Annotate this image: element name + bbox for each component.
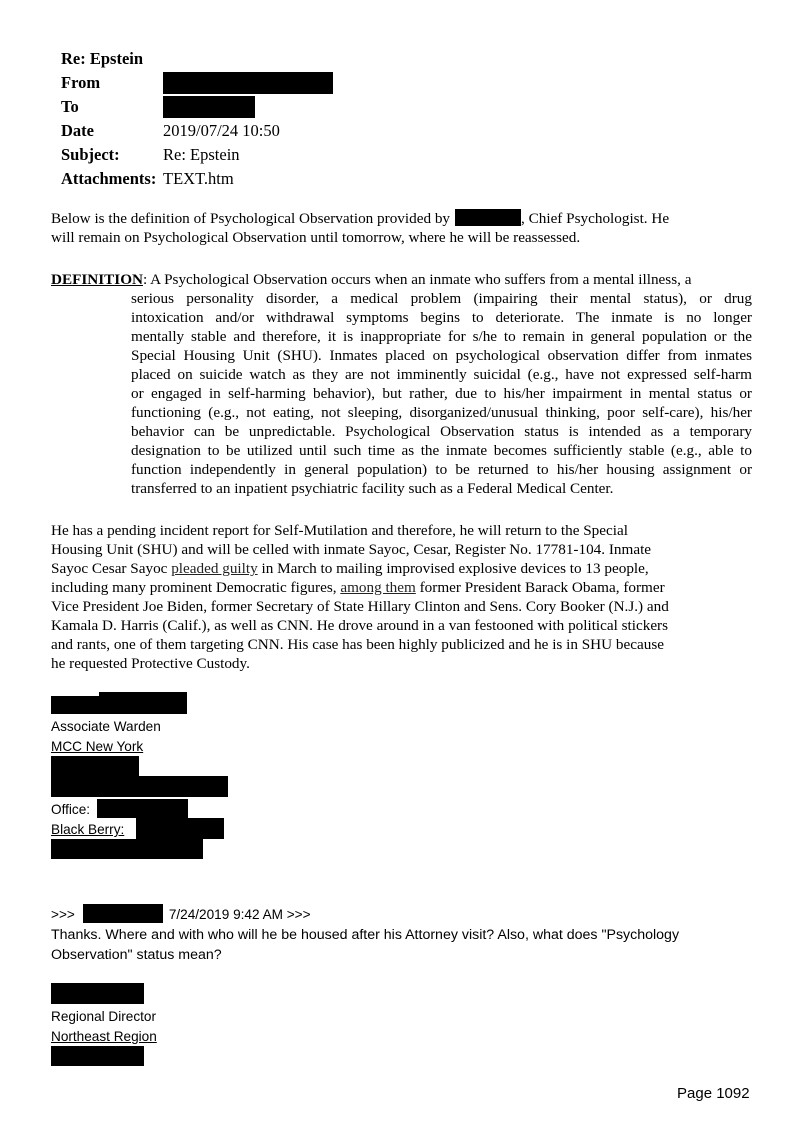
sig2-region: Northeast Region xyxy=(51,1029,157,1044)
quoted-line-2: Observation" status mean? xyxy=(51,947,222,963)
definition-first-line xyxy=(51,270,753,289)
re-title: Re: Epstein xyxy=(61,49,144,68)
definition-line: intoxication and/or withdrawal symptoms begins to deteriorate. The inmate is no longer xyxy=(131,309,752,326)
redaction-sig1-name-notch xyxy=(51,692,99,696)
definition-term: DEFINITION xyxy=(51,271,143,288)
intro-line-2: will remain on Psychological Observation until tomorrow, where he will be reassessed. xyxy=(51,229,581,246)
redaction-from xyxy=(163,72,333,94)
p2-line-5: Vice President Joe Biden, former Secretary of State Hillary Clinton and Sens. Cory Booker (N.J.) and xyxy=(51,598,669,615)
definition-line: serious personality disorder, a medical problem (impairing their mental status), or drug xyxy=(131,290,752,307)
redaction-blackberry xyxy=(136,818,224,839)
redaction-to xyxy=(163,96,255,118)
p2-line-4a: including many prominent Democratic figures, xyxy=(51,579,341,596)
subject-value: Re: Epstein xyxy=(163,145,240,164)
pleaded-guilty-link[interactable]: pleaded guilty xyxy=(171,560,258,577)
definition-first-text: : A Psychological Observation occurs when an inmate who suffers from a mental illness, a xyxy=(143,271,692,288)
date-label: Date xyxy=(61,121,94,140)
definition-line: Special Housing Unit (SHU). Inmates placed on psychological observation differ from inmates xyxy=(131,347,752,364)
sig1-blackberry-label: Black Berry: xyxy=(51,822,125,837)
to-label: To xyxy=(61,97,79,116)
definition-line: transferred to an inpatient psychiatric facility such as a Federal Medical Center. xyxy=(131,480,614,497)
definition-line: mentally stable and therefore, it is inappropriate for s/he to remain in general population or the xyxy=(131,328,752,345)
intro-line-1 xyxy=(51,209,669,228)
definition-line: or engaged in self-harming behavior), but rather, due to his/her impairment in mental status or xyxy=(131,385,752,402)
definition-line: placed on suicide watch as they are not imminently suicidal (e.g., have not expressed self-harm xyxy=(131,366,752,383)
intro-text-a: Below is the definition of Psychological Observation provided by xyxy=(51,210,451,227)
redaction-sig1-a xyxy=(51,756,139,776)
p2-line-4b: former President Barack Obama, former xyxy=(415,579,665,596)
definition-block xyxy=(51,270,753,289)
p2-line-3b: in March to mailing improvised explosive devices to 13 people, xyxy=(257,560,649,577)
attachments-label: Attachments: xyxy=(61,169,157,188)
intro-text-b: , Chief Psychologist. He xyxy=(521,210,670,227)
p2-line-4 xyxy=(51,578,669,597)
sig1-title: Associate Warden xyxy=(51,719,161,734)
quoted-timestamp: 7/24/2019 9:42 AM >>> xyxy=(168,907,311,922)
redaction-office xyxy=(97,799,188,818)
p2-line-8: he requested Protective Custody. xyxy=(51,655,250,672)
date-value: 2019/07/24 10:50 xyxy=(163,121,280,140)
redaction-psychologist xyxy=(455,209,521,226)
page-number: Page 1092 xyxy=(677,1085,750,1102)
subject-label: Subject: xyxy=(61,145,120,164)
email-header xyxy=(61,47,361,197)
sig1-office-label: Office: xyxy=(51,802,91,817)
p2-line-2: Housing Unit (SHU) and will be celled with inmate Sayoc, Cesar, Register No. 17781-104. Inmate xyxy=(51,541,652,558)
redaction-sig1-b xyxy=(51,776,228,797)
definition-line: function independently in general population) to be returned to his/her housing assignment or xyxy=(131,461,752,478)
sig1-org: MCC New York xyxy=(51,739,144,754)
definition-line: designation to be utilized until such time as the inmate becomes sufficiently stable (e.g., able to xyxy=(131,442,752,459)
redaction-sig2-name xyxy=(51,983,144,1004)
sig2-title: Regional Director xyxy=(51,1009,157,1024)
from-label: From xyxy=(61,73,101,92)
quoted-header xyxy=(51,904,311,925)
p2-line-1: He has a pending incident report for Self-Mutilation and therefore, he will return to the Special xyxy=(51,522,628,539)
definition-line: behavior can be unpredictable. Psychological Observation status is intended as a temporary xyxy=(131,423,752,440)
among-them-link[interactable]: among them xyxy=(340,579,416,596)
p2-line-6: Kamala D. Harris (Calif.), as well as CNN. He drove around in a van festooned with political stickers xyxy=(51,617,669,634)
redaction-sig2-email xyxy=(51,1046,144,1066)
p2-line-3a: Sayoc Cesar Sayoc xyxy=(51,560,172,577)
quoted-line-1: Thanks. Where and with who will he be housed after his Attorney visit? Also, what does "Psychology xyxy=(51,927,680,943)
paragraph2 xyxy=(51,521,669,673)
definition-body xyxy=(131,289,752,498)
redaction-quoted-sender xyxy=(83,904,163,923)
quoted-prefix: >>> xyxy=(51,907,75,922)
p2-line-7: and rants, one of them targeting CNN. His case has been highly publicized and he is in SHU because xyxy=(51,636,664,653)
redaction-sig1-email xyxy=(51,839,203,859)
definition-line: functioning (e.g., not eating, not sleeping, disorganized/unusual thinking, poor self-care), his/her xyxy=(131,404,752,421)
attachments-value: TEXT.htm xyxy=(163,169,234,188)
p2-line-3 xyxy=(51,559,669,578)
